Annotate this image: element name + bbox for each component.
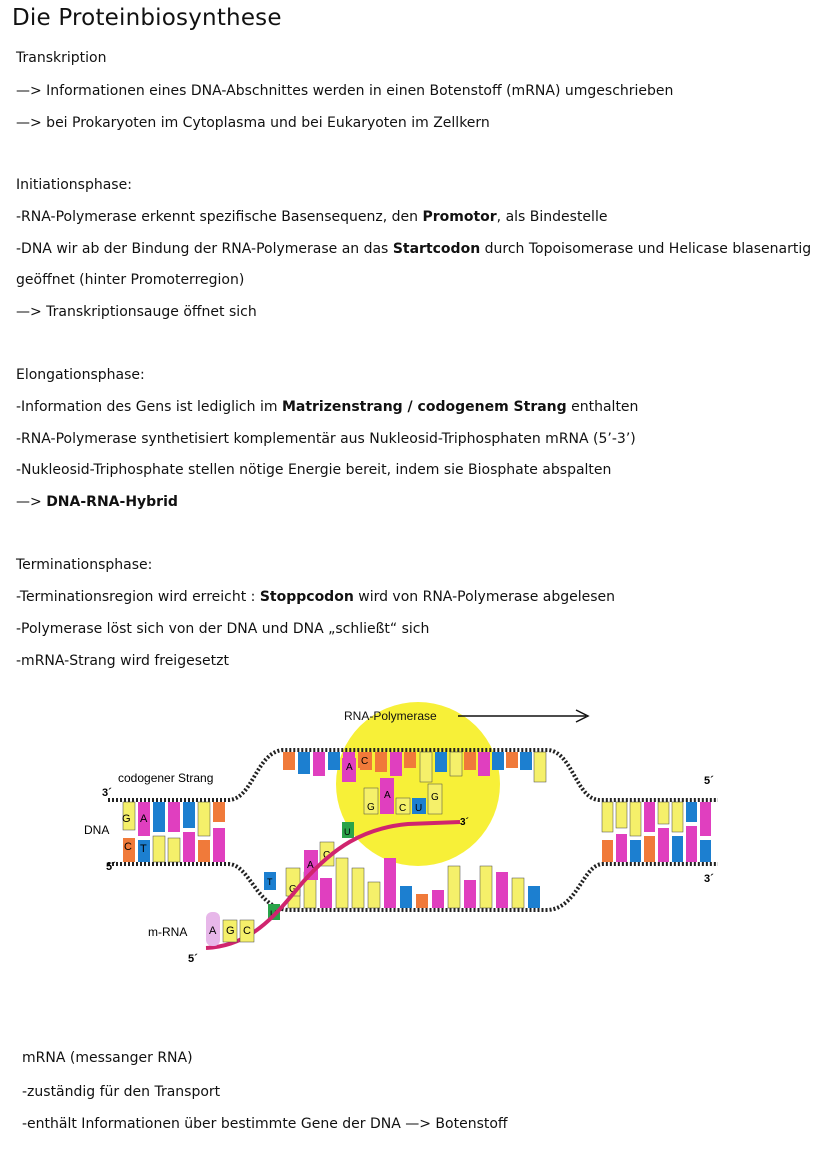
base-label-c3: C [399, 803, 407, 814]
base-label-t1: T [140, 843, 147, 855]
page-title: Die Proteinbiosynthese [12, 5, 282, 31]
mrna-3-prime-label: 3´ [460, 817, 469, 828]
initiation-line-4: —> Transkriptionsauge öffnet sich [16, 304, 257, 320]
base-label-u1: U [415, 803, 423, 814]
base-label-u2: U [344, 827, 351, 837]
elongation-line-3: -Nukleosid-Triphosphate stellen nötige Energie bereit, indem sie Biosphate abspalten [16, 462, 612, 478]
termination-line-2: -Polymerase löst sich von der DNA und DNA „schließt“ sich [16, 621, 430, 637]
left-top-bases [123, 802, 225, 836]
left-5-prime-label: 5´ [106, 861, 116, 873]
base-label-g1: G [122, 813, 131, 825]
base-label-c1: C [124, 841, 132, 853]
base-label-g3: G [431, 792, 439, 803]
termination-heading: Terminationsphase: [16, 557, 152, 573]
left-3-prime-label: 3´ [102, 787, 112, 799]
base-label-a3: A [384, 790, 391, 801]
initiation-line-3: geöffnet (hinter Promoterregion) [16, 272, 245, 288]
polymerase-label: RNA-Polymerase [344, 709, 437, 723]
transkription-line-2: —> bei Prokaryoten im Cytoplasma und bei Eukaryoten im Zellkern [16, 115, 490, 131]
mrna-label: m-RNA [148, 925, 188, 939]
base-label-c2: C [361, 756, 369, 767]
initiation-line-1: -RNA-Polymerase erkennt spezifische Basensequenz, den Promotor, als Bindestelle [16, 209, 608, 225]
base-label-g5: G [226, 925, 235, 937]
mrna-line-1: -zuständig für den Transport [22, 1084, 221, 1100]
base-label-c5: C [243, 925, 251, 937]
elongation-line-2: -RNA-Polymerase synthetisiert komplementär aus Nukleosid-Triphosphaten mRNA (5’-3’) [16, 431, 636, 447]
transkription-heading: Transkription [16, 50, 106, 66]
base-label-g2: G [367, 802, 375, 813]
mrna-5-prime-label: 5´ [188, 953, 198, 964]
base-label-a4: A [307, 860, 314, 871]
elongation-line-4: —> DNA-RNA-Hybrid [16, 494, 178, 510]
base-label-a5: A [209, 925, 217, 937]
dna-label: DNA [84, 823, 110, 837]
base-label-u3: U [270, 909, 277, 919]
mrna-heading: mRNA (messanger RNA) [22, 1050, 193, 1066]
base-label-g4: G [289, 884, 297, 895]
transkription-line-1: —> Informationen eines DNA-Abschnittes werden in einen Botenstoff (mRNA) umgeschrieben [16, 83, 674, 99]
base-label-c4: C [323, 850, 331, 861]
termination-line-3: -mRNA-Strang wird freigesetzt [16, 653, 229, 669]
initiation-heading: Initiationsphase: [16, 177, 132, 193]
right-3-prime-label: 3´ [704, 873, 714, 885]
mrna-line-2: -enthält Informationen über bestimmte Gene der DNA —> Botenstoff [22, 1116, 508, 1132]
elongation-heading: Elongationsphase: [16, 367, 145, 383]
base-label-a1: A [140, 813, 148, 825]
codogen-label: codogener Strang [118, 771, 214, 785]
base-label-a2: A [346, 762, 353, 773]
right-5-prime-label: 5´ [704, 775, 714, 787]
elongation-line-1: -Information des Gens ist lediglich im Matrizenstrang / codogenem Strang enthalten [16, 399, 639, 415]
termination-line-1: -Terminationsregion wird erreicht : Stoppcodon wird von RNA-Polymerase abgelesen [16, 589, 616, 605]
transcription-diagram [78, 672, 724, 964]
polymerase-blob [336, 702, 500, 866]
initiation-line-2: -DNA wir ab der Bindung der RNA-Polymerase an das Startcodon durch Topoisomerase und Helicase blasenartig [16, 241, 812, 257]
base-label-t2: T [267, 877, 273, 887]
